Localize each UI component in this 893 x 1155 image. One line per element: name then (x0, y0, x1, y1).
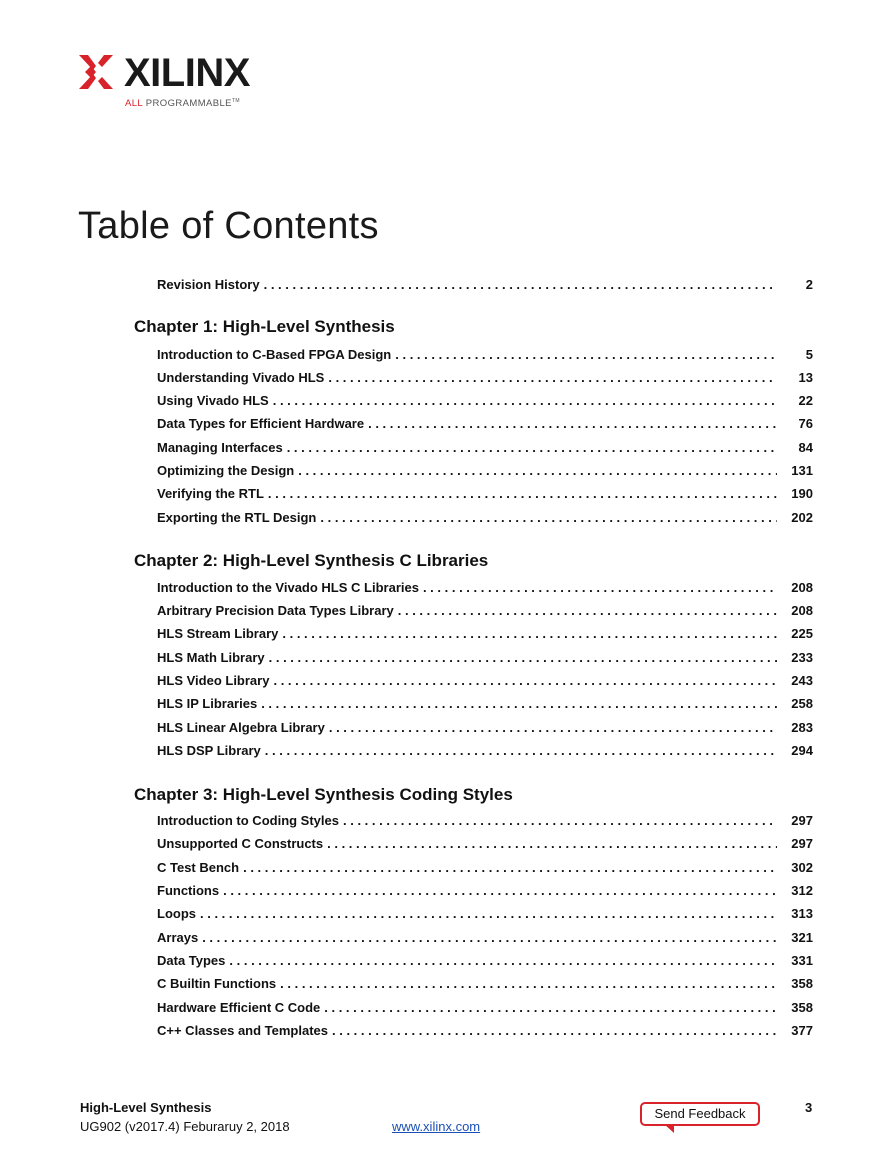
toc-entry-page: 297 (791, 836, 813, 851)
toc-entry[interactable] (157, 1023, 813, 1041)
toc-entry[interactable] (157, 463, 813, 481)
xilinx-logo (79, 51, 269, 115)
toc-entry[interactable] (157, 930, 813, 948)
toc-entry[interactable] (157, 393, 813, 411)
toc-entry[interactable] (157, 626, 813, 644)
toc-leader-dots (261, 696, 777, 711)
xilinx-mark-icon (79, 55, 113, 89)
chapter-heading-2[interactable]: Chapter 2: High-Level Synthesis C Libraries (134, 551, 489, 570)
toc-entry[interactable] (157, 720, 813, 738)
toc-leader-dots (287, 440, 777, 455)
toc-entry-page: 190 (791, 486, 813, 501)
toc-leader-dots (343, 813, 777, 828)
toc-entry[interactable] (157, 976, 813, 994)
toc-entry[interactable] (157, 1000, 813, 1018)
toc-entry-page: 5 (805, 347, 813, 362)
toc-entry-label: Introduction to the Vivado HLS C Libraries (157, 580, 419, 595)
toc-entry-label: Understanding Vivado HLS (157, 370, 325, 385)
logo-tag-all: ALL (125, 98, 143, 110)
toc-entry-page: 208 (791, 580, 813, 595)
toc-entry-label: Introduction to C-Based FPGA Design (157, 347, 392, 362)
toc-entry-page: 243 (791, 673, 813, 688)
toc-entry-label: Managing Interfaces (157, 440, 283, 455)
toc-entry-label: Introduction to Coding Styles (157, 813, 339, 828)
toc-entry-label: HLS Math Library (157, 650, 265, 665)
toc-entry-label: HLS IP Libraries (157, 696, 258, 711)
toc-entry[interactable] (157, 836, 813, 854)
toc-leader-dots (200, 906, 777, 921)
toc-entry-label: Verifying the RTL (157, 486, 264, 501)
toc-entry-label: HLS Linear Algebra Library (157, 720, 325, 735)
toc-entry[interactable] (157, 486, 813, 504)
toc-leader-dots (328, 370, 777, 385)
toc-entry[interactable] (157, 370, 813, 388)
page-title: Table of Contents (78, 205, 379, 247)
toc-entry-page: 331 (791, 953, 813, 968)
toc-entry-label: Data Types for Efficient Hardware (157, 416, 365, 431)
toc-entry-page: 2 (805, 277, 813, 292)
chapter-heading-3[interactable]: Chapter 3: High-Level Synthesis Coding Styles (134, 785, 513, 804)
logo-wordmark: XILINX (124, 51, 250, 95)
toc-leader-dots (269, 650, 777, 665)
toc-entry-page: 358 (791, 1000, 813, 1015)
toc-leader-dots (327, 836, 777, 851)
toc-entry[interactable] (157, 510, 813, 528)
toc-leader-dots (243, 860, 777, 875)
toc-leader-dots (329, 720, 777, 735)
toc-leader-dots (282, 626, 777, 641)
toc-leader-dots (368, 416, 777, 431)
toc-entry[interactable] (157, 440, 813, 458)
toc-entry-page: 76 (798, 416, 813, 431)
toc-leader-dots (332, 1023, 777, 1038)
toc-entry[interactable] (157, 860, 813, 878)
toc-entry-page: 321 (791, 930, 813, 945)
toc-entry-page: 84 (798, 440, 813, 455)
toc-entry-label: HLS Video Library (157, 673, 270, 688)
toc-leader-dots (264, 277, 777, 292)
toc-entry-page: 258 (791, 696, 813, 711)
toc-leader-dots (298, 463, 777, 478)
toc-leader-dots (273, 673, 777, 688)
toc-entry[interactable] (157, 603, 813, 621)
toc-entry-page: 22 (798, 393, 813, 408)
footer-title: High-Level Synthesis (80, 1100, 212, 1115)
toc-entry-label: Loops (157, 906, 196, 921)
toc-entry-label: Hardware Efficient C Code (157, 1000, 321, 1015)
toc-entry-label: Arbitrary Precision Data Types Library (157, 603, 394, 618)
toc-entry-page: 312 (791, 883, 813, 898)
toc-entry-label: Data Types (157, 953, 226, 968)
footer-website-link[interactable]: www.xilinx.com (392, 1119, 481, 1134)
logo-tag-tm: TM (231, 98, 240, 104)
page-number: 3 (805, 1100, 813, 1115)
toc-leader-dots (273, 393, 777, 408)
toc-entry[interactable] (157, 650, 813, 668)
toc-entry-page: 313 (791, 906, 813, 921)
toc-entry-label: Arrays (157, 930, 199, 945)
toc-entry-label: C Test Bench (157, 860, 240, 875)
toc-entry-label: Functions (157, 883, 220, 898)
toc-entry[interactable] (157, 580, 813, 598)
speech-bubble-tail-icon (664, 1124, 674, 1133)
toc-entry[interactable] (157, 696, 813, 714)
toc-leader-dots (280, 976, 777, 991)
toc-entry[interactable] (157, 906, 813, 924)
toc-leader-dots (229, 953, 777, 968)
toc-entry-page: 358 (791, 976, 813, 991)
toc-leader-dots (395, 347, 777, 362)
toc-entry-page: 302 (791, 860, 813, 875)
toc-entry[interactable] (157, 416, 813, 434)
toc-entry-page: 202 (791, 510, 813, 525)
toc-entry[interactable] (157, 673, 813, 691)
send-feedback-button[interactable]: Send Feedback (640, 1102, 760, 1126)
toc-leader-dots (223, 883, 777, 898)
toc-entry-page: 297 (791, 813, 813, 828)
toc-entry-label: HLS DSP Library (157, 743, 261, 758)
toc-entry-label: Optimizing the Design (157, 463, 295, 478)
toc-entry[interactable] (157, 743, 813, 761)
toc-leader-dots (324, 1000, 777, 1015)
toc-entry-page: 13 (798, 370, 813, 385)
toc-entry-label: Exporting the RTL Design (157, 510, 317, 525)
toc-entry-label: C++ Classes and Templates (157, 1023, 329, 1038)
toc-entry-label: Using Vivado HLS (157, 393, 269, 408)
toc-entry-page: 377 (791, 1023, 813, 1038)
toc-entry-label: HLS Stream Library (157, 626, 279, 641)
toc-entry-page: 233 (791, 650, 813, 665)
logo-tag-rest: PROGRAMMABLE (142, 98, 232, 110)
toc-entry-label: Unsupported C Constructs (157, 836, 324, 851)
toc-leader-dots (320, 510, 777, 525)
toc-entry-page: 225 (791, 626, 813, 641)
toc-leader-dots (398, 603, 777, 618)
toc-leader-dots (265, 743, 777, 758)
toc-entry-revision-history[interactable] (157, 277, 813, 295)
toc-entry[interactable] (157, 883, 813, 901)
toc-entry-page: 208 (791, 603, 813, 618)
footer-doc-id: UG902 (v2017.4) Feburaruy 2, 2018 (80, 1119, 290, 1134)
toc-entry-label: C Builtin Functions (157, 976, 277, 991)
toc-entry[interactable] (157, 347, 813, 365)
toc-entry-page: 283 (791, 720, 813, 735)
logo-tagline (125, 98, 240, 109)
toc-entry[interactable] (157, 953, 813, 971)
toc-leader-dots (423, 580, 777, 595)
toc-leader-dots (202, 930, 777, 945)
toc-entry[interactable] (157, 813, 813, 831)
toc-entry-label: Revision History (157, 277, 260, 292)
toc-entry-page: 131 (791, 463, 813, 478)
toc-leader-dots (268, 486, 777, 501)
toc-entry-page: 294 (791, 743, 813, 758)
chapter-heading-1[interactable]: Chapter 1: High-Level Synthesis (134, 317, 395, 336)
